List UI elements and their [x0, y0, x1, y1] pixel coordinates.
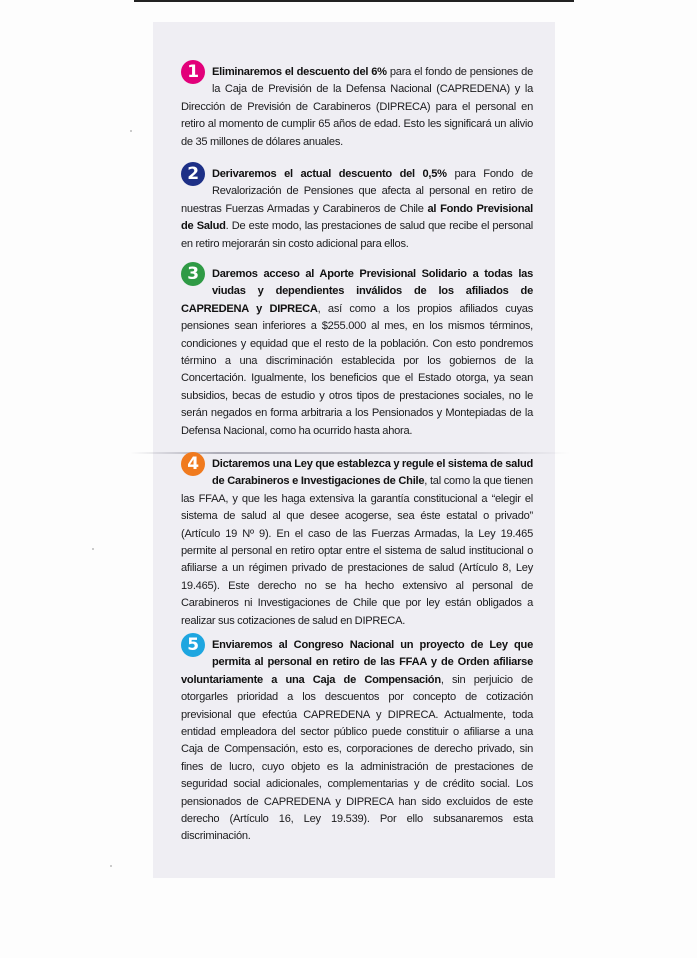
item-1-bold-lead: Eliminaremos el descuento del 6% [212, 66, 387, 78]
proposal-item-5 [181, 637, 533, 846]
number-badge-2: 2 [181, 162, 205, 186]
item-5-text: , sin perjuicio de otorgarles prioridad a los descuentos por concepto de cotización previsional que efectúa CAPREDENA y DIPRECA. Actualmente, toda entidad empleadora del sector público puede constituir o afiliarse a una Caja de Compensación, esto es, corporaciones de derecho privado, sin fines de lucro, cuyo objeto es la administración de prestaciones de seguridad social adicionales, complementarias y de crédito social. Los pensionados de CAPREDENA y DIPRECA han sido excluidos de este derecho (Artículo 16, Ley 19.539). Por ello subsanaremos esta discriminación. [181, 673, 533, 843]
number-badge-3: 3 [181, 262, 205, 286]
number-badge-4: 4 [181, 452, 205, 476]
number-badge-1: 1 [181, 60, 205, 84]
proposal-item-2 [181, 166, 533, 253]
item-2-bold-lead: Derivaremos el actual descuento del 0,5% [212, 168, 447, 180]
item-4-bold-lead: Dictaremos una Ley que establezca y regule el sistema de salud de Carabineros e Investigaciones de Chile [212, 458, 533, 488]
item-3-bold-lead: Daremos acceso al Aporte Previsional Solidario a todas las viudas y dependientes inválidos de los afiliados de CAPREDENA y DIPRECA [181, 268, 533, 315]
item-2-text: para Fondo de Revalorización de Pensiones que afecta al personal en retiro de nuestras Fuerzas Armadas y Carabineros de Chile [181, 168, 533, 215]
proposal-item-4 [181, 456, 533, 630]
item-3-text: , así como a los propios afiliados cuyas pensiones sean inferiores a $255.000 al mes, en los mismos términos, condiciones y equidad que el resto de la población. Con esto pondremos término a una discriminación establecida por los gobiernos de la Concertación. Igualmente, los beneficios que el Estado otorga, ya sean subsidios, becas de estudio y otros tipos de prestaciones sociales, no le serán negados en forma arbitraria a los Pensionados y Montepiadas de la Defensa Nacional, como ha ocurrido hasta ahora. [181, 302, 534, 437]
item-2-text-end: . De este modo, las prestaciones de salud que recibe el personal en retiro mejorarán sin costo adicional para ellos. [181, 220, 533, 250]
number-badge-5: 5 [181, 633, 205, 657]
item-4-text: , tal como la que tienen las FFAA, y que les haga extensiva la garantía constitucional a “elegir el sistema de salud al que desee acogerse, sea éste estatal o privado” (Artículo 19 Nº 9). En el caso de las Fuerzas Armadas, la Ley 19.465 permite al personal en retiro optar entre el sistema de salud institucional o afiliarse a un régimen privado de prestaciones de salud (Artículo 8, Ley 19.465). Este derecho no se ha hecho extensivo al personal de Carabineros ni Investigaciones de Chile que por ley están obligados a realizar sus cotizaciones de salud en DIPRECA. [181, 475, 533, 627]
item-1-text: para el fondo de pensiones de la Caja de Previsión de la Defensa Nacional (CAPREDENA) y la Dirección de Previsión de Carabineros (DIPRECA) para el personal en retiro al momento de cumplir 65 años de edad. Esto les significará un alivio de 35 millones de dólares anuales. [181, 66, 534, 148]
top-rule [134, 0, 574, 2]
proposal-item-1 [181, 64, 533, 151]
speck [130, 130, 132, 132]
proposal-item-3 [181, 266, 533, 440]
item-5-bold-lead: Enviaremos al Congreso Nacional un proyecto de Ley que permita al personal en retiro de las FFAA y de Orden afiliarse voluntariamente a una Caja de Compensación [181, 639, 533, 686]
speck [92, 548, 94, 550]
speck [110, 865, 112, 867]
item-2-bold-fund: al Fondo Previsional de Salud [181, 202, 533, 233]
